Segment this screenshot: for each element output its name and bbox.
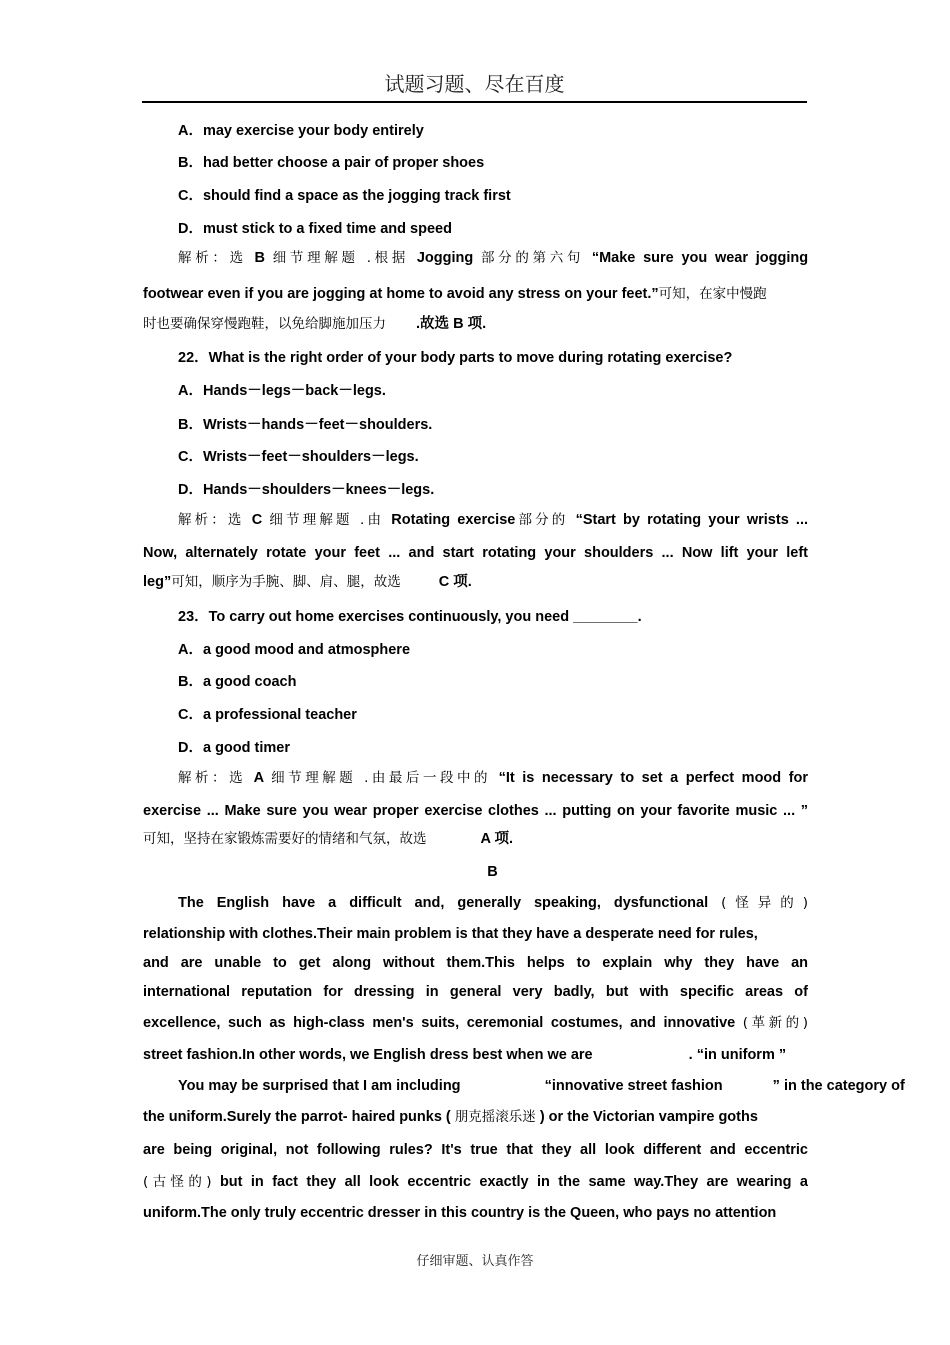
passage-p1-line4: international reputation for dressing in general very badly, but with specific areas of	[143, 984, 808, 1000]
q21-option-c: C．should find a space as the jogging track first	[178, 188, 511, 204]
q22-explain-line2: Now, alternately rotate your feet ... and start rotating your shoulders ... Now lift your left	[143, 545, 808, 561]
q21-explain-line1: 解析：选 B 细节理解题 .根据 Jogging 部分的第六句 “Make sure you wear jogging	[178, 250, 809, 266]
passage-p1-line3: and are unable to get along without them.This helps to explain why they have an	[143, 955, 808, 971]
q21-explain-line2: footwear even if you are jogging at home to avoid any stress on your feet.”可知，在家中慢跑	[143, 286, 767, 302]
passage-p1-line5: excellence, such as high-class men's suits, ceremonial costumes, and innovative (革新的)	[143, 1015, 808, 1031]
q21-option-b: B．had better choose a pair of proper shoes	[178, 155, 485, 171]
page-footer: 仔细审题、认真作答	[416, 1254, 534, 1269]
header-divider	[142, 101, 807, 103]
passage-p2-line5: uniform.The only truly eccentric dresser in this country is the Queen, who pays no attention	[143, 1205, 777, 1221]
q22-stem: 22．What is the right order of your body parts to move during rotating exercise?	[178, 350, 733, 366]
q22-explain-line1: 解析：选 C 细节理解题 .由 Rotating exercise部分的 “Start by rotating your wrists ...	[178, 512, 809, 528]
q23-option-b: B．a good coach	[178, 674, 297, 690]
q21-option-a: A．may exercise your body entirely	[178, 123, 424, 139]
passage-p2-line2: the uniform.Surely the parrot- haired punks ( 朋克摇滚乐迷 ) or the Victorian vampire goths	[143, 1109, 758, 1125]
passage-p1-line2: relationship with clothes.Their main problem is that they have a desperate need for rules,	[143, 926, 758, 942]
page-header-title: 试题习题、尽在百度	[384, 72, 565, 96]
q22-option-b: B．Wrists－hands－feet－shoulders.	[178, 417, 433, 433]
q23-explain-line3: 可知，坚持在家锻炼需要好的情绪和气氛，故选 A 项.	[143, 831, 514, 847]
q23-explain-line2: exercise ... Make sure you wear proper exercise clothes ... putting on your favorite music ... ”	[143, 803, 808, 819]
q22-explain-line3: leg”可知，顺序为手腕、脚、肩、腿，故选 C 项.	[143, 574, 472, 590]
q23-explain-line1: 解析：选 A 细节理解题 .由最后一段中的 “It is necessary to set a perfect mood for	[178, 770, 809, 786]
q22-option-d: D．Hands－shoulders－knees－legs.	[178, 482, 435, 498]
passage-p2-line3: are being original, not following rules? It's true that they all look different and eccentric	[143, 1142, 808, 1158]
q23-option-d: D．a good timer	[178, 740, 290, 756]
q22-option-a: A．Hands－legs－back－legs.	[178, 383, 386, 399]
passage-p2-line1: You may be surprised that I am including “innovative street fashion ” in the category of	[178, 1078, 905, 1094]
passage-p1-line1: The English have a difficult and, generally speaking, dysfunctional (怪异的)	[178, 895, 808, 911]
passage-p1-line6: street fashion.In other words, we English dress best when we are . “in uniform ”	[143, 1047, 787, 1063]
q23-option-c: C．a professional teacher	[178, 707, 357, 723]
q21-explain-line3: 时也要确保穿慢跑鞋，以免给脚施加压力 .故选 B 项.	[143, 316, 487, 332]
q23-stem: 23．To carry out home exercises continuously, you need ________.	[178, 609, 642, 625]
q21-option-d: D．must stick to a fixed time and speed	[178, 221, 452, 237]
q22-option-c: C．Wrists－feet－shoulders－legs.	[178, 449, 419, 465]
q23-option-a: A．a good mood and atmosphere	[178, 642, 411, 658]
passage-p2-line4: (古怪的) but in fact they all look eccentric exactly in the same way.They are wearing a	[143, 1174, 808, 1190]
section-b-label: B	[487, 864, 498, 880]
